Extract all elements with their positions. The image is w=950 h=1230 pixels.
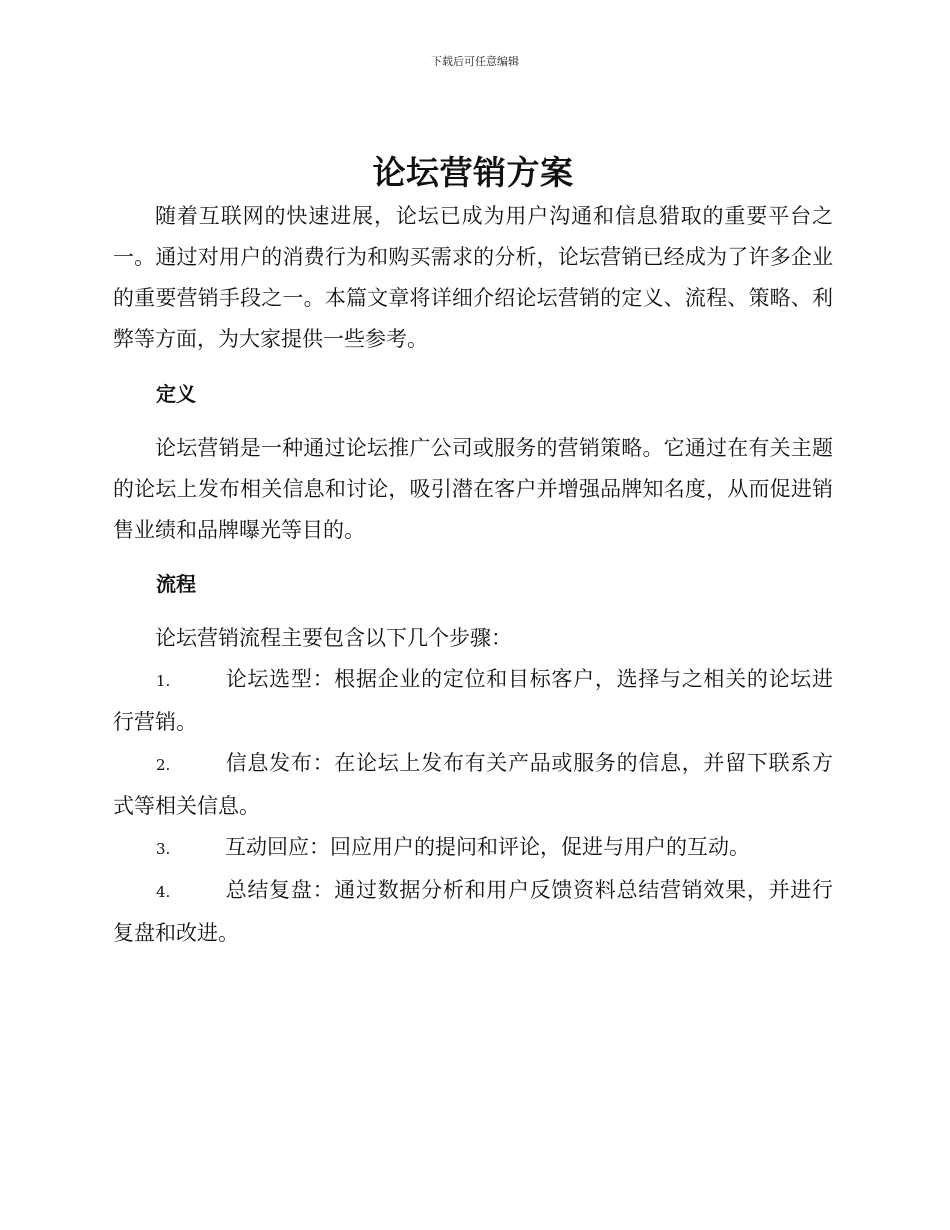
step-text: 信息发布：在论坛上发布有关产品或服务的信息，并留下联系方式等相关信息。 bbox=[113, 751, 833, 818]
process-step-item bbox=[113, 743, 833, 827]
intro-paragraph: 随着互联网的快速进展，论坛已成为用户沟通和信息猎取的重要平台之一。通过对用户的消费行为和购买需求的分析，论坛营销已经成为了许多企业的重要营销手段之一。本篇文章将详细介绍论坛营销的定义、流程、策略、利弊等方面，为大家提供一些参考。 bbox=[113, 204, 833, 351]
step-text: 总结复盘：通过数据分析和用户反馈资料总结营销效果，并进行复盘和改进。 bbox=[113, 878, 833, 945]
process-step-item bbox=[113, 659, 833, 743]
process-heading: 流程 bbox=[156, 572, 196, 596]
document-title: 论坛营销方案 bbox=[372, 153, 574, 192]
process-step-list bbox=[113, 659, 833, 954]
process-step-item bbox=[113, 827, 833, 870]
page-header-note: 下载后可任意编辑 bbox=[431, 55, 519, 68]
step-number: 2. bbox=[156, 756, 171, 774]
step-number: 1. bbox=[156, 672, 171, 690]
definition-paragraph: 论坛营销是一种通过论坛推广公司或服务的营销策略。它通过在有关主题的论坛上发布相关信息和讨论，吸引潜在客户并增强品牌知名度，从而促进销售业绩和品牌曝光等目的。 bbox=[113, 436, 833, 542]
step-text: 互动回应：回应用户的提问和评论，促进与用户的互动。 bbox=[225, 835, 750, 859]
step-number: 4. bbox=[156, 883, 171, 901]
document-body bbox=[113, 150, 833, 954]
process-intro-paragraph: 论坛营销流程主要包含以下几个步骤： bbox=[155, 626, 512, 650]
step-text: 论坛选型：根据企业的定位和目标客户，选择与之相关的论坛进行营销。 bbox=[113, 667, 833, 734]
definition-heading: 定义 bbox=[156, 382, 196, 406]
process-step-item bbox=[113, 870, 833, 954]
step-number: 3. bbox=[156, 840, 171, 858]
